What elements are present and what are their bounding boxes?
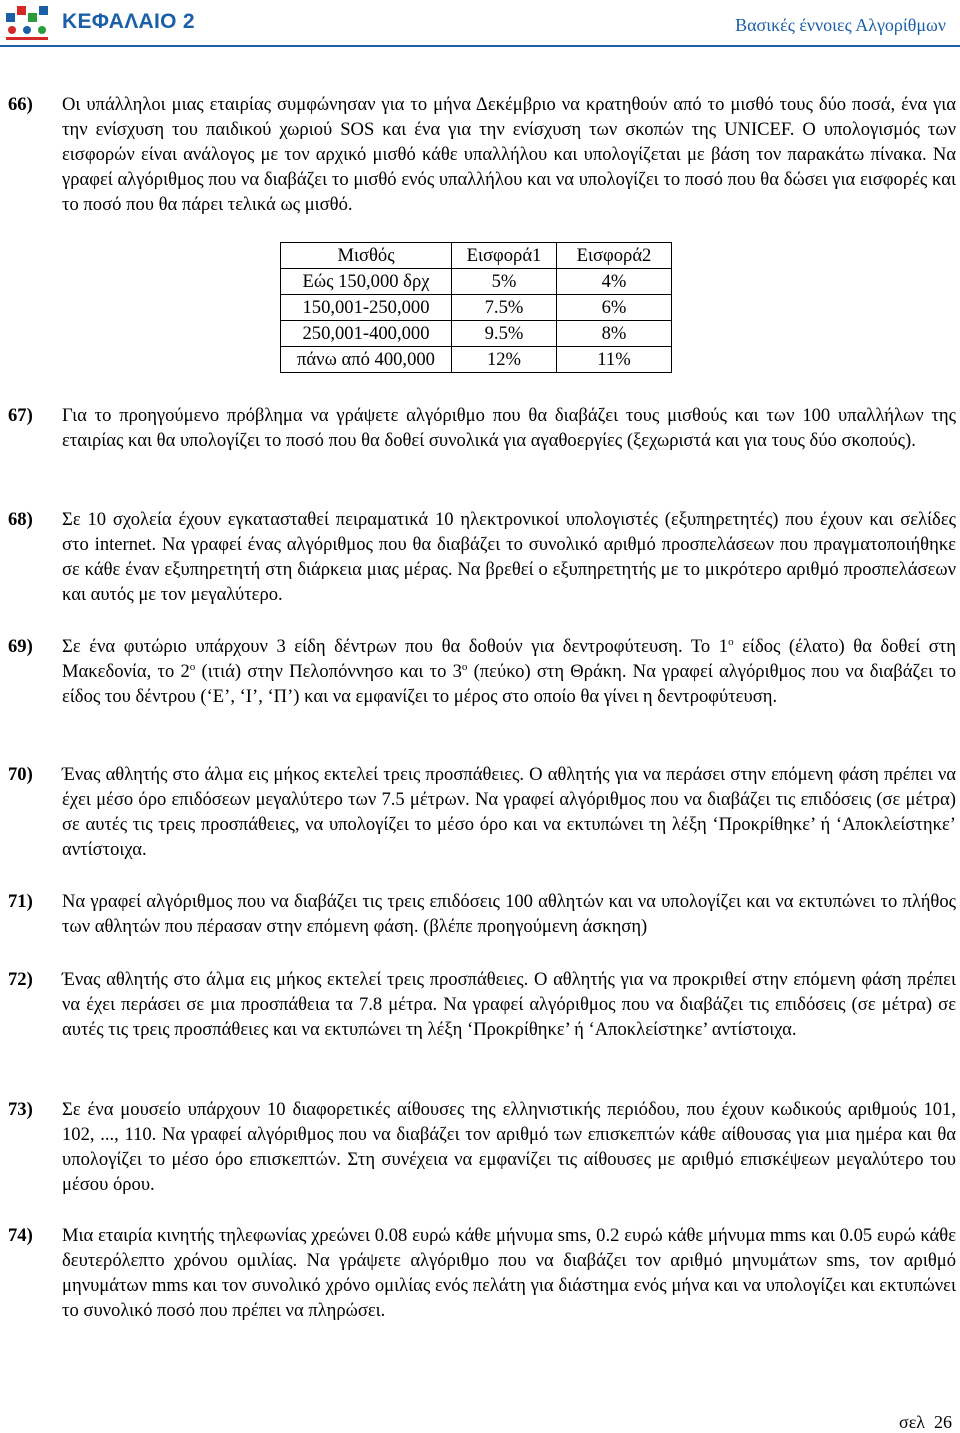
ordinal-sup: ο — [728, 636, 734, 648]
table-cell: 12% — [452, 347, 557, 373]
table-row — [281, 269, 672, 295]
page-footer — [899, 1412, 952, 1433]
exercise-text: Οι υπάλληλοι μιας εταιρίας συμφώνησαν για το μήνα Δεκέμβριο να κρατηθούν από το μισθό τους δύο ποσά, ένα για την ενίσχυση του παιδικού χωριού SOS και ένα για την ενίσχυση των σκοπών της UNICEF. Ο υπολογισμός των εισφορών είναι ανάλογος με τον αρχικό μισθό κάθε υπαλλήλου και υπολογίζεται με βάση τον παρακάτω πίνακα. Να γραφεί αλγόριθμος που να διαβάζει το μισθό ενός υπαλλήλου και να υπολογίζει το ποσό που θα δώσει για εισφορές και το ποσό που θα πάρει τελικά ως μισθό. — [62, 94, 956, 215]
contribution-table — [280, 242, 672, 373]
table-header-cell: Εισφορά1 — [452, 243, 557, 269]
table-header-cell: Μισθός — [281, 243, 452, 269]
exercise-text — [62, 634, 956, 709]
table-cell: 4% — [557, 269, 672, 295]
exercise-number: 68) — [8, 509, 33, 530]
exercise-text: Σε ένα μουσείο υπάρχουν 10 διαφορετικές αίθουσες της ελληνιστικής περιόδου, που έχουν κωδικούς αριθμούς 101, 102, ..., 110. Να γραφεί αλγόριθμος που να διαβάζει τον αριθμό των επισκεπτών κάθε αίθουσας για μια ημέρα και θα υπολογίζει το μέσο όρο επισκεπτών. Στη συνέχεια να εμφανίζει τις αίθουσες με αριθμό επισκέψεων μεγαλύτερο του μέσου όρου. — [62, 1099, 956, 1195]
table-row — [281, 321, 672, 347]
page-number: 26 — [934, 1412, 952, 1432]
exercise-text: Σε 10 σχολεία έχουν εγκατασταθεί πειραματικά 10 ηλεκτρονικοί υπολογιστές (εξυπηρετητές) που έχουν και σελίδες στο internet. Να γραφεί ένας αλγόριθμος που θα διαβάζει το συνολικό αριθμό προσπελάσεων που πραγματοποιήθηκε σε κάθε έναν εξυπηρετητή στη διάρκεια μιας μέρας. Να βρεθεί ο εξυπηρετητής με το μικρότερο αριθμό προσπελάσεων και αυτός με τον μεγαλύτερο. — [62, 509, 956, 605]
chapter-title: ΚΕΦΑΛΑΙΟ 2 — [62, 10, 195, 33]
table-cell: 250,001-400,000 — [281, 321, 452, 347]
exercise-text: Ένας αθλητής στο άλμα εις μήκος εκτελεί τρεις προσπάθειες. Ο αθλητής για να περάσει στην επόμενη φάση πρέπει να έχει μέσο όρο επιδόσεων μεγαλύτερο των 7.5 μέτρων. Να γραφεί αλγόριθμος που να διαβάζει τις επιδόσεις (σε μέτρα) σε αυτές τις τρεις προσπάθειες, να υπολογίζει το μέσο όρο και να εκτυπώνει τη λέξη ‘Προκρίθηκε’ ή ‘Αποκλείστηκε’ αντίστοιχα. — [62, 764, 956, 860]
page-header — [0, 0, 960, 46]
table-cell: 150,001-250,000 — [281, 295, 452, 321]
exercise-number: 73) — [8, 1099, 33, 1120]
table-row — [281, 347, 672, 373]
text-part: (ιτιά) στην Πελοπόννησο και το 3 — [195, 661, 462, 682]
table-cell: 5% — [452, 269, 557, 295]
ordinal-sup: ο — [189, 661, 196, 673]
chapter-subject: Βασικές έννοιες Αλγορίθμων — [735, 15, 946, 35]
ordinal-sup: ο — [461, 661, 468, 673]
exercise-number: 71) — [8, 891, 33, 912]
header-divider — [0, 45, 960, 47]
text-part: Σε ένα φυτώριο υπάρχουν 3 είδη δέντρων που θα δοθούν για δεντροφύτευση. Το 1 — [62, 636, 729, 657]
table-cell: 9.5% — [452, 321, 557, 347]
table-cell: Εώς 150,000 δρχ — [281, 269, 452, 295]
exercise-number: 70) — [8, 764, 33, 785]
exercise-number: 72) — [8, 969, 33, 990]
table-cell: 7.5% — [452, 295, 557, 321]
table-cell: 6% — [557, 295, 672, 321]
page-label: σελ — [899, 1412, 925, 1432]
text-part: (πεύκο) στη Θράκη. Να γραφεί αλγόριθμος που να διαβάζει το είδος του δέντρου (‘Ε’, ‘Ι’, ‘Π’) και να εμφανίζει το μέρος στο οποίο θα γίνει η δεντροφύτευση. — [62, 661, 956, 707]
exercise-text: Για το προηγούμενο πρόβλημα να γράψετε αλγόριθμο που θα διαβάζει τους μισθούς και των 100 υπαλλήλων της εταιρίας και θα υπολογίζει το ποσό που θα δοθεί συνολικά για αγαθοεργίες (ξεχωριστά και για τους δύο σκοπούς). — [62, 405, 956, 451]
exercise-text: Ένας αθλητής στο άλμα εις μήκος εκτελεί τρεις προσπάθειες. Ο αθλητής για να προκριθεί στην επόμενη φάση πρέπει να έχει περάσει σε μια προσπάθεια τα 7.8 μέτρα. Να γραφεί αλγόριθμος που να διαβάζει τις επιδόσεις (σε μέτρα) σε αυτές τις τρεις προσπάθειες και να εκτυπώνει τη λέξη ‘Προκρίθηκε’ ή ‘Αποκλείστηκε’ αντίστοιχα. — [62, 969, 956, 1040]
text-part: είδος (έλατο) θα δοθεί στη Μακεδονία, το 2 — [62, 636, 956, 682]
table-header-row — [281, 243, 672, 269]
exercise-number: 69) — [8, 636, 33, 657]
table-cell: 8% — [557, 321, 672, 347]
exercise-number: 66) — [8, 94, 33, 115]
exercise-number: 74) — [8, 1225, 33, 1246]
table-cell: 11% — [557, 347, 672, 373]
exercise-text: Μια εταιρία κινητής τηλεφωνίας χρεώνει 0.08 ευρώ κάθε μήνυμα sms, 0.2 ευρώ κάθε μήνυμα mms και 0.05 ευρώ κάθε δευτερόλεπτο χρόνου ομιλίας. Να γράψετε αλγόριθμο που να διαβάζει τον αριθμό μηνυμάτων sms, τον αριθμό μηνυμάτων mms και τον συνολικό χρόνο ομιλίας ενός πελάτη για διάστημα ενός μήνα και να υπολογίζει και εκτυπώνει το συνολικό ποσό που πρέπει να πληρώσει. — [62, 1225, 956, 1321]
school-logo-icon — [4, 3, 50, 43]
exercise-number: 67) — [8, 405, 33, 426]
exercise-text: Να γραφεί αλγόριθμος που να διαβάζει τις τρεις επιδόσεις 100 αθλητών και να υπολογίζει και να εκτυπώνει το πλήθος των αθλητών που πέρασαν στην επόμενη φάση. (βλέπε προηγούμενη άσκηση) — [62, 891, 956, 937]
table-header-cell: Εισφορά2 — [557, 243, 672, 269]
table-row — [281, 295, 672, 321]
table-cell: πάνω από 400,000 — [281, 347, 452, 373]
